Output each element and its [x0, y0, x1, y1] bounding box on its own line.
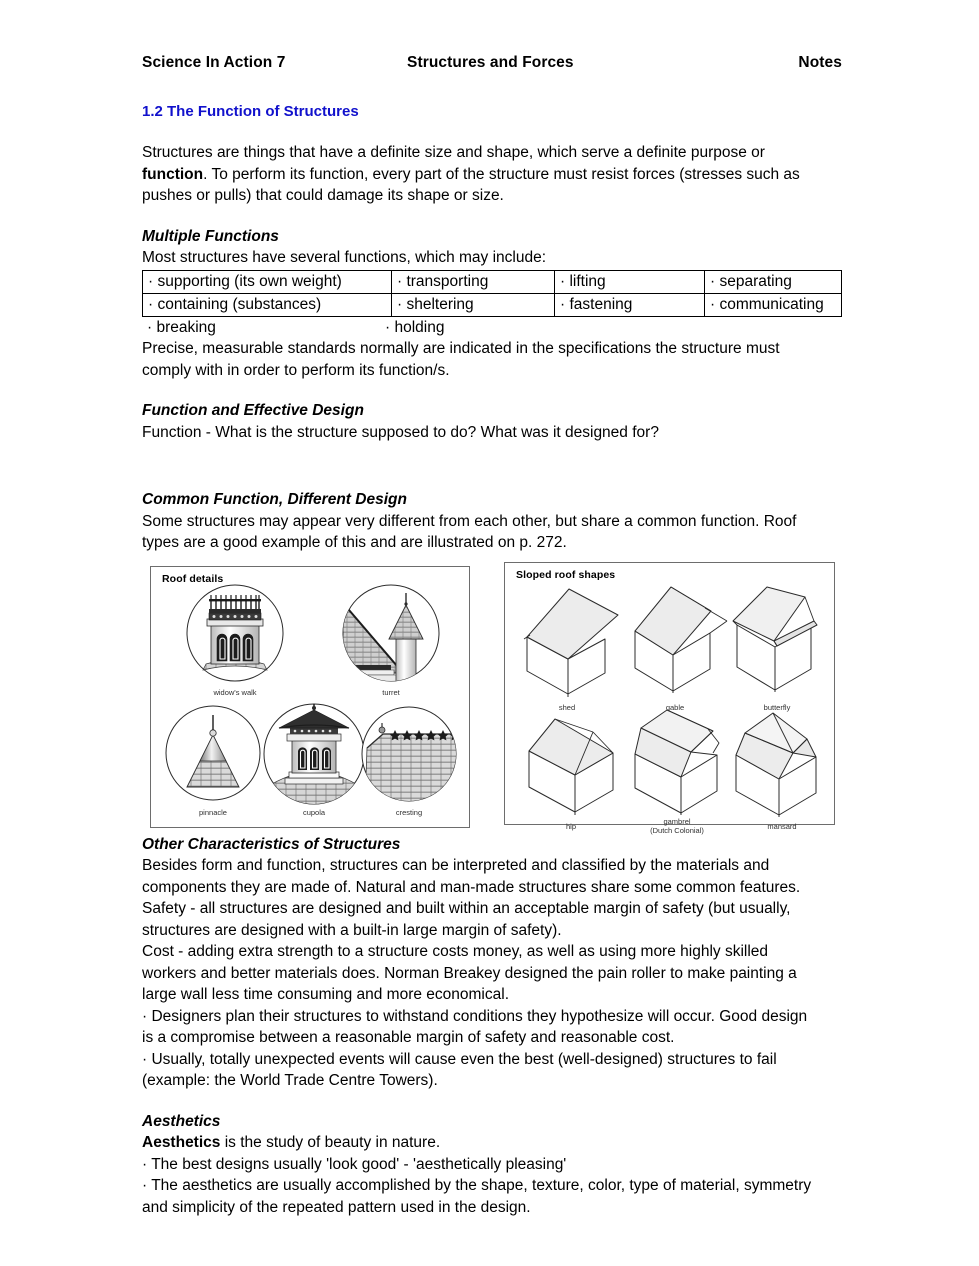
functions-extra-breaking: · breaking	[147, 318, 216, 336]
heading-multiple-functions: Multiple Functions	[142, 227, 279, 245]
intro-bold-function: function	[142, 165, 204, 183]
icon-shed-roof	[524, 589, 618, 697]
aesthetics-line-4: and simplicity of the repeated pattern used in the design.	[142, 1198, 531, 1216]
figure-label: cupola	[302, 807, 326, 817]
table-row	[143, 293, 842, 316]
table-cell: · fastening	[555, 293, 705, 316]
heading-other-characteristics: Other Characteristics of Structures	[142, 835, 401, 853]
other-characteristics-line-1: Besides form and function, structures can be interpreted and classified by the materials and	[142, 857, 770, 874]
icon-cresting	[362, 707, 461, 805]
functions-table	[142, 270, 842, 317]
aesthetics-body	[142, 1132, 842, 1218]
other-characteristics-line-9: is a compromise between a reasonable margin of safety and reasonable cost.	[142, 1029, 675, 1046]
other-characteristics-line-11: (example: the World Trade Centre Towers).	[142, 1072, 438, 1089]
intro-line-2-rest: . To perform its function, every part of the structure must resist forces (stresses such as	[203, 165, 800, 183]
common-function-line-1: Some structures may appear very different from each other, but share a common function. Roof	[142, 512, 797, 530]
table-cell: · separating	[705, 270, 842, 293]
roof-details-illustration	[151, 567, 469, 827]
icon-hip-roof	[529, 719, 613, 815]
figure-sloped-roof-shapes	[504, 562, 835, 835]
other-characteristics-line-3: Safety - all structures are designed and built within an acceptable margin of safety (but usually,	[142, 900, 791, 917]
figure-label: gambrel	[663, 816, 691, 826]
figure-label: gable	[665, 702, 685, 712]
figure-roof-details	[150, 566, 470, 828]
table-cell: · sheltering	[392, 293, 555, 316]
aesthetics-line-1-rest: is the study of beauty in nature.	[220, 1134, 441, 1151]
header-course-title: Science In Action 7	[142, 54, 286, 71]
figure-roof-details-caption: Roof details	[162, 572, 224, 585]
aesthetics-line-3: · The aesthetics are usually accomplished by the shape, texture, color, type of material, symmetry	[142, 1177, 812, 1194]
heading-function-effective-design: Function and Effective Design	[142, 402, 364, 419]
other-characteristics-line-5: Cost - adding extra strength to a structure costs money, as well as using more highly skilled	[142, 943, 769, 960]
header-document-type: Notes	[798, 54, 842, 71]
icon-widows-walk	[187, 585, 283, 681]
other-characteristics-line-8: · Designers plan their structures to withstand conditions they hypothesize will occur. Good design	[142, 1007, 808, 1025]
header-unit-title: Structures and Forces	[407, 54, 574, 71]
aesthetics-line-1	[142, 1132, 842, 1154]
figure-label: butterfly	[763, 702, 791, 712]
figure-label-secondary: (Dutch Colonial)	[650, 825, 704, 835]
intro-line-1: Structures are things that have a definite size and shape, which serve a definite purpose or	[142, 144, 765, 161]
figure-row	[142, 562, 842, 834]
icon-cupola	[264, 696, 364, 819]
other-characteristics-body	[142, 855, 842, 1092]
figure-label: cresting	[395, 807, 423, 817]
spacer	[142, 1092, 842, 1111]
icon-gambrel-roof	[635, 710, 719, 815]
spacer	[142, 443, 842, 489]
multiple-functions-closing-2: comply with in order to perform its function/s.	[142, 361, 450, 379]
sloped-roof-shapes-illustration	[505, 563, 834, 835]
functions-extra-holding: · holding	[385, 318, 445, 336]
figure-label: pinnacle	[199, 807, 227, 817]
figure-label: widow's walk	[213, 687, 257, 697]
intro-line-3: pushes or pulls) that could damage its shape or size.	[142, 187, 504, 204]
table-cell: · lifting	[555, 270, 705, 293]
page-title: 1.2 The Function of Structures	[142, 103, 359, 120]
multiple-functions-closing-1: Precise, measurable standards normally are indicated in the specifications the structure must	[142, 340, 780, 357]
document-header	[142, 54, 842, 72]
aesthetics-bold-lead: Aesthetics	[142, 1134, 221, 1151]
heading-common-function: Common Function, Different Design	[142, 491, 407, 508]
multiple-functions-lead: Most structures have several functions, which may include:	[142, 249, 547, 266]
figure-label: mansard	[767, 821, 797, 831]
common-function-line-2: types are a good example of this and are illustrated on p. 272.	[142, 534, 567, 551]
intro-paragraph	[142, 142, 842, 207]
other-characteristics-line-6: workers and better materials does. Norman Breakey designed the pain roller to make painting a	[142, 964, 797, 982]
other-characteristics-line-7: large wall less time consuming and more economical.	[142, 986, 509, 1003]
table-row	[143, 270, 842, 293]
table-cell: · containing (substances)	[143, 293, 392, 316]
aesthetics-line-2: · The best designs usually 'look good' - 'aesthetically pleasing'	[142, 1155, 567, 1173]
other-characteristics-line-2: components they are made of. Natural and man-made structures share some common features.	[142, 878, 801, 896]
document-content	[142, 54, 842, 1218]
function-effective-design-line-1: Function - What is the structure supposed to do? What was it designed for?	[142, 423, 659, 441]
icon-gable-roof	[635, 587, 727, 693]
table-cell: · communicating	[705, 293, 842, 316]
icon-butterfly-roof	[733, 587, 817, 692]
other-characteristics-line-4: structures are designed with a built-in large margin of safety).	[142, 921, 562, 939]
intro-line-2	[142, 164, 842, 186]
other-characteristics-line-10: · Usually, totally unexpected events will cause even the best (well-designed) structures to fail	[142, 1050, 777, 1068]
figure-label: turret	[382, 687, 400, 697]
functions-extra-row	[142, 317, 842, 339]
figure-sloped-roof-shapes-caption: Sloped roof shapes	[516, 568, 616, 581]
icon-mansard-roof	[736, 713, 816, 817]
figure-label: shed	[558, 702, 576, 712]
spacer	[142, 381, 842, 400]
table-cell: · transporting	[392, 270, 555, 293]
table-cell: · supporting (its own weight)	[143, 270, 392, 293]
icon-pinnacle	[166, 706, 260, 800]
heading-aesthetics: Aesthetics	[142, 1112, 221, 1130]
figure-label: hip	[565, 821, 577, 831]
icon-turret	[341, 585, 439, 689]
